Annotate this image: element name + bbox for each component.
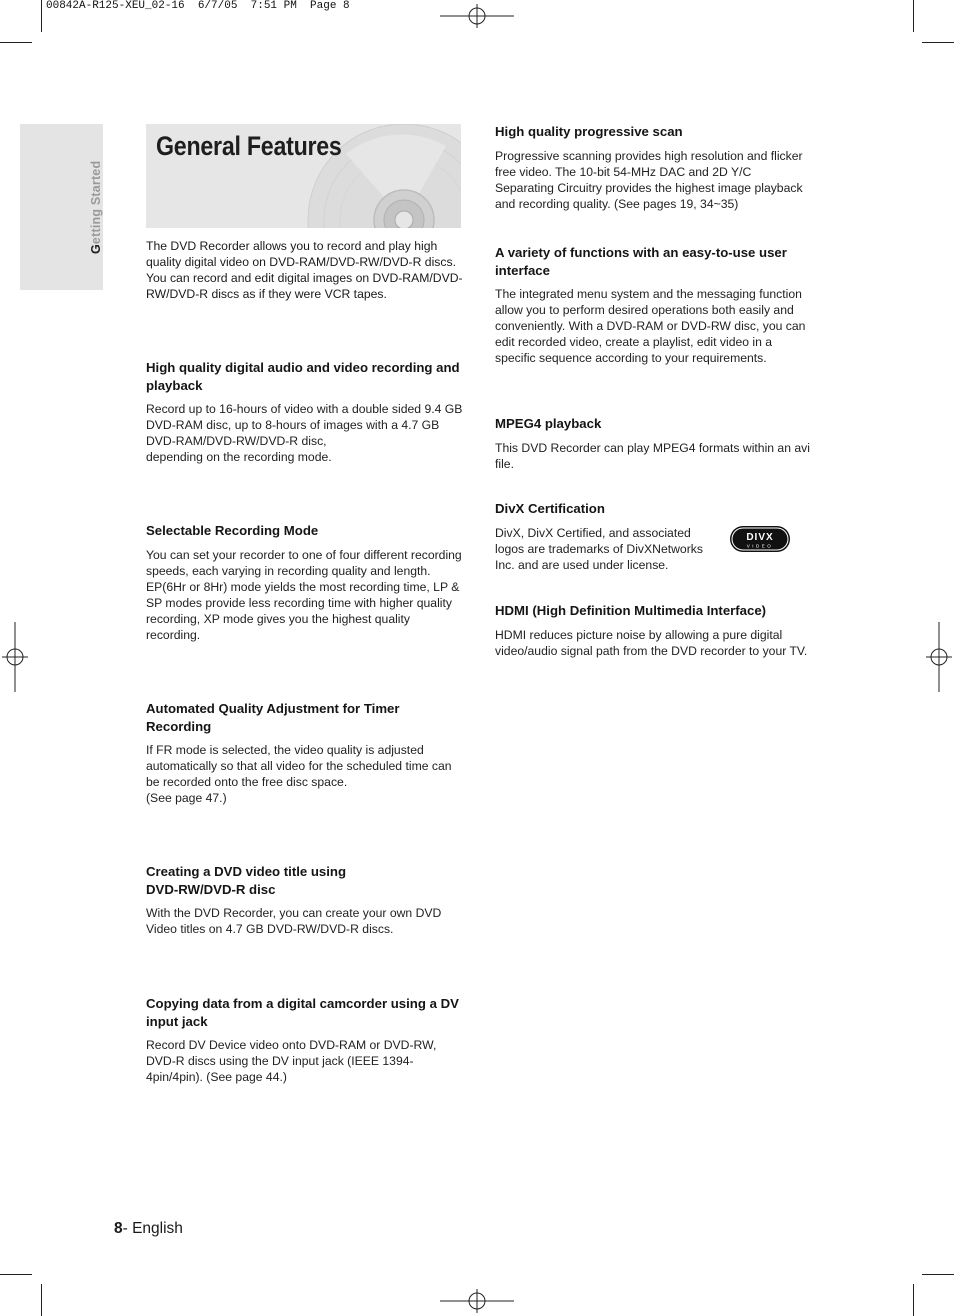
crop-mark: [922, 1274, 954, 1275]
page-title: General Features: [156, 131, 342, 161]
registration-mark-icon: [926, 622, 952, 692]
divx-logo-sub: VIDEO: [746, 543, 774, 548]
feature-heading: MPEG4 playback: [495, 416, 602, 431]
title-banner: [146, 124, 461, 228]
feature-section: [495, 602, 813, 660]
feature-body: The integrated menu system and the messaging function allow you to perform desired operations both easily and conveniently. With a DVD-RAM or DVD-RW disc, you can edit recorded video, create a playlist, edit video in a specific sequence according to your requirements.: [495, 287, 806, 365]
crop-mark: [0, 1274, 32, 1275]
registration-mark-icon: [440, 4, 514, 28]
page-number: 8: [114, 1220, 123, 1237]
registration-mark-icon: [440, 1289, 514, 1313]
crop-mark: [41, 1284, 42, 1316]
feature-heading: High quality progressive scan: [495, 124, 683, 139]
crop-mark: [0, 42, 32, 43]
crop-mark: [913, 0, 914, 32]
feature-heading: Creating a DVD video title using DVD-RW/DVD-R disc: [146, 864, 347, 897]
feature-heading: A variety of functions with an easy-to-use user interface: [495, 245, 787, 278]
feature-body: DivX, DivX Certified, and associated logos are trademarks of DivXNetworks Inc. and are used under license.: [495, 525, 703, 572]
feature-heading: DivX Certification: [495, 501, 605, 516]
feature-section: [495, 123, 813, 212]
print-slug: 00842A-R125-XEU_02-16 6/7/05 7:51 PM Page 8: [46, 0, 350, 12]
feature-section: [146, 863, 464, 937]
feature-section: [146, 522, 464, 643]
feature-body: Record up to 16-hours of video with a double sided 9.4 GB DVD-RAM disc, up to 8-hours of images with a 4.7 GB DVD-RAM/DVD-RW/DVD-R disc, depending on the recording mode.: [146, 402, 463, 464]
divx-logo-icon: [730, 526, 790, 552]
feature-section: [146, 359, 464, 465]
footer-language: - English: [122, 1220, 183, 1237]
feature-section: [495, 415, 813, 472]
feature-heading: Selectable Recording Mode: [146, 523, 319, 538]
feature-body: This DVD Recorder can play MPEG4 formats within an avi file.: [495, 440, 810, 471]
side-label-initial: G: [89, 244, 103, 254]
intro-paragraph: The DVD Recorder allows you to record and play high quality digital video on DVD-RAM/DVD-RW/DVD-R discs. You can record and edit digital images on DVD-RAM/DVD-RW/DVD-R discs as if they were VCR tapes.: [146, 239, 463, 301]
crop-mark: [41, 0, 42, 32]
crop-mark: [913, 1284, 914, 1316]
feature-body: HDMI reduces picture noise by allowing a pure digital video/audio signal path from the DVD recorder to your TV.: [495, 627, 808, 659]
feature-body: You can set your recorder to one of four different recording speeds, each varying in recording quality and length. EP(6Hr or 8Hr) mode yields the most recording time, LP & SP modes provide less recording time with higher quality recording, XP mode gives you the highest quality recording.: [146, 547, 462, 642]
page-footer: [114, 1220, 183, 1238]
side-label-rest: etting Started: [89, 160, 103, 245]
feature-heading: HDMI (High Definition Multimedia Interface): [495, 603, 767, 618]
divx-logo-word: DIVX: [746, 531, 774, 543]
feature-heading: Copying data from a digital camcorder using a DV input jack: [146, 996, 459, 1029]
feature-body: With the DVD Recorder, you can create your own DVD Video titles on 4.7 GB DVD-RW/DVD-R discs.: [146, 906, 442, 936]
feature-section: [146, 995, 464, 1085]
divx-logo-graphic: [730, 526, 790, 552]
feature-section: [495, 244, 813, 366]
feature-heading: High quality digital audio and video recording and playback: [146, 360, 460, 393]
feature-body: Record DV Device video onto DVD-RAM or DVD-RW, DVD-R discs using the DV input jack (IEEE 1394-4pin/4pin). (See page 44.): [146, 1038, 437, 1084]
registration-mark-icon: [2, 622, 28, 692]
feature-section: [495, 500, 813, 573]
feature-body: Progressive scanning provides high resolution and flicker free video. The 10-bit 54-MHz DAC and 2D Y/C Separating Circuitry provides the highest image playback and recording quality. (See pages 19, 34~35): [495, 148, 803, 211]
feature-heading: Automated Quality Adjustment for Timer Recording: [146, 701, 400, 734]
section-side-label: [89, 161, 103, 254]
feature-body: If FR mode is selected, the video quality is adjusted automatically so that all video for the scheduled time can be recorded onto the free disc space. (See page 47.): [146, 743, 452, 805]
feature-section: [146, 700, 464, 806]
crop-mark: [922, 42, 954, 43]
